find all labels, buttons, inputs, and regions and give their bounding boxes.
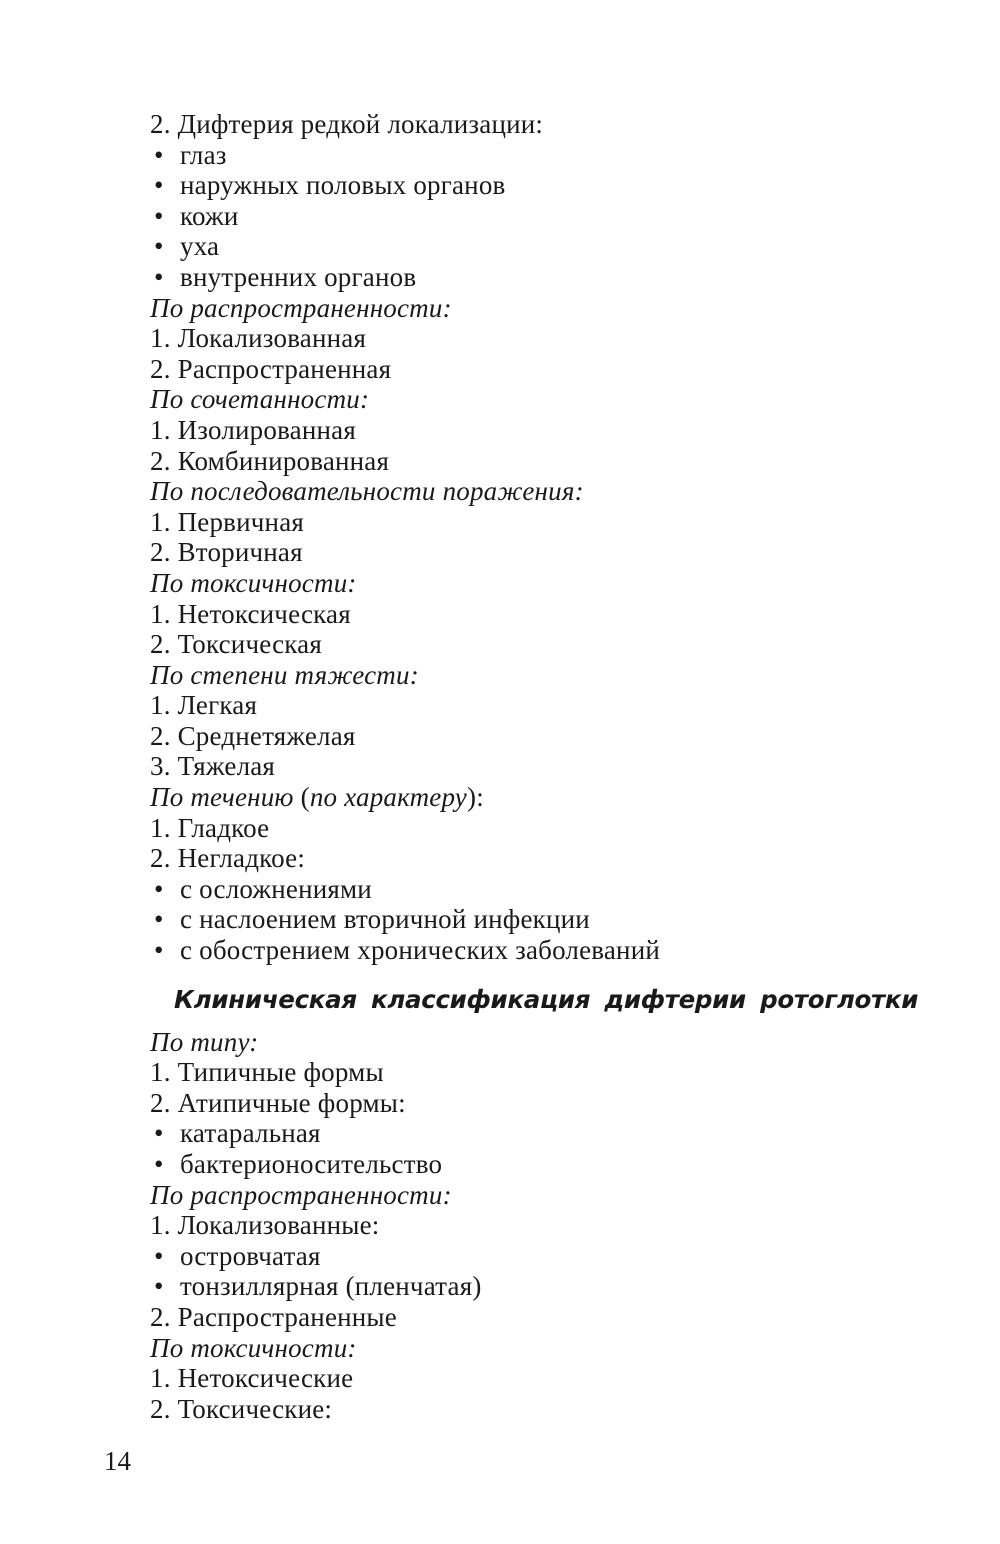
bullet-item bbox=[150, 904, 890, 935]
category-label: По типу: bbox=[150, 1026, 259, 1057]
bullet-item bbox=[150, 140, 890, 171]
bullet-item-text: островчатая bbox=[180, 1240, 321, 1271]
diphtheria-classification-list bbox=[150, 109, 890, 966]
section-heading: Клиническая классификация дифтерии ротоглотки bbox=[174, 984, 919, 1014]
page-number: 14 bbox=[104, 1446, 131, 1476]
category-label-part: по характеру bbox=[309, 782, 467, 813]
bullet-item bbox=[150, 201, 890, 232]
category-label: По сочетанности: bbox=[150, 384, 370, 415]
list-item: 3. Тяжелая bbox=[150, 751, 276, 782]
category-label: По последовательности поражения: bbox=[150, 476, 584, 507]
punctuation: ( bbox=[293, 782, 310, 813]
bullet-item bbox=[150, 1149, 890, 1180]
list-item: 1. Легкая bbox=[150, 690, 258, 721]
punctuation: ): bbox=[467, 782, 484, 813]
list-item: 1. Локализованная bbox=[150, 323, 367, 354]
bullet-icon: • bbox=[154, 904, 164, 935]
bullet-icon: • bbox=[154, 170, 164, 201]
list-item: 2. Распространенная bbox=[150, 353, 392, 384]
list-item: 1. Первичная bbox=[150, 506, 305, 537]
list-item: 2. Дифтерия редкой локализации: bbox=[150, 109, 544, 139]
bullet-item-text: с обострением хронических заболеваний bbox=[180, 935, 661, 966]
bullet-item bbox=[150, 262, 890, 293]
list-item: 1. Нетоксические bbox=[150, 1363, 354, 1394]
bullet-item-text: наружных половых органов bbox=[180, 170, 506, 201]
list-item: 2. Комбинированная bbox=[150, 445, 390, 476]
bullet-icon: • bbox=[154, 231, 164, 262]
list-item: 2. Негладкое: bbox=[150, 843, 306, 874]
bullet-item-text: с наслоением вторичной инфекции bbox=[180, 904, 590, 935]
bullet-icon: • bbox=[154, 873, 164, 904]
bullet-icon: • bbox=[154, 1118, 164, 1149]
category-label: По степени тяжести: bbox=[150, 659, 419, 690]
list-item: 2. Вторичная bbox=[150, 537, 303, 568]
bullet-item-text: катаральная bbox=[180, 1118, 321, 1149]
bullet-icon: • bbox=[154, 261, 164, 292]
page-content bbox=[150, 109, 919, 1424]
category-label: По токсичности: bbox=[150, 567, 357, 598]
bullet-item-text: с осложнениями bbox=[180, 873, 372, 904]
bullet-item bbox=[150, 1118, 890, 1149]
list-item: 1. Изолированная bbox=[150, 414, 356, 445]
bullet-icon: • bbox=[154, 1271, 164, 1302]
oropharynx-diphtheria-classification-list bbox=[150, 1027, 890, 1425]
list-item: 2. Среднетяжелая bbox=[150, 720, 356, 751]
list-item: 2. Токсические: bbox=[150, 1393, 333, 1424]
list-item: 1. Типичные формы bbox=[150, 1057, 384, 1088]
bullet-item bbox=[150, 170, 890, 201]
bullet-item-text: кожи bbox=[180, 200, 239, 231]
bullet-icon: • bbox=[154, 1240, 164, 1271]
list-item: 1. Локализованные: bbox=[150, 1210, 380, 1241]
category-label-part: По течению bbox=[150, 782, 294, 813]
bullet-item bbox=[150, 231, 890, 262]
category-label: По распространенности: bbox=[150, 292, 452, 323]
bullet-item-text: внутренних органов bbox=[180, 261, 417, 292]
category-label: По распространенности: bbox=[150, 1179, 452, 1210]
bullet-icon: • bbox=[154, 1149, 164, 1179]
bullet-item-text: тонзиллярная (пленчатая) bbox=[180, 1271, 482, 1302]
list-item: 1. Нетоксическая bbox=[150, 598, 351, 629]
list-item: 1. Гладкое bbox=[150, 812, 270, 843]
bullet-item bbox=[150, 874, 890, 905]
bullet-item-text: глаз bbox=[180, 139, 227, 170]
list-item: 2. Атипичные формы: bbox=[150, 1087, 406, 1118]
bullet-item bbox=[150, 935, 890, 966]
bullet-item-text: бактерионосительство bbox=[180, 1149, 443, 1179]
category-label: По токсичности: bbox=[150, 1332, 357, 1363]
list-item: 2. Токсическая bbox=[150, 629, 322, 660]
bullet-icon: • bbox=[154, 935, 164, 966]
bullet-icon: • bbox=[154, 139, 164, 170]
bullet-item-text: уха bbox=[180, 231, 220, 262]
bullet-icon: • bbox=[154, 200, 164, 231]
bullet-item bbox=[150, 1241, 890, 1272]
bullet-item bbox=[150, 1271, 890, 1302]
category-label bbox=[150, 782, 890, 813]
list-item: 2. Распространенные bbox=[150, 1301, 397, 1332]
